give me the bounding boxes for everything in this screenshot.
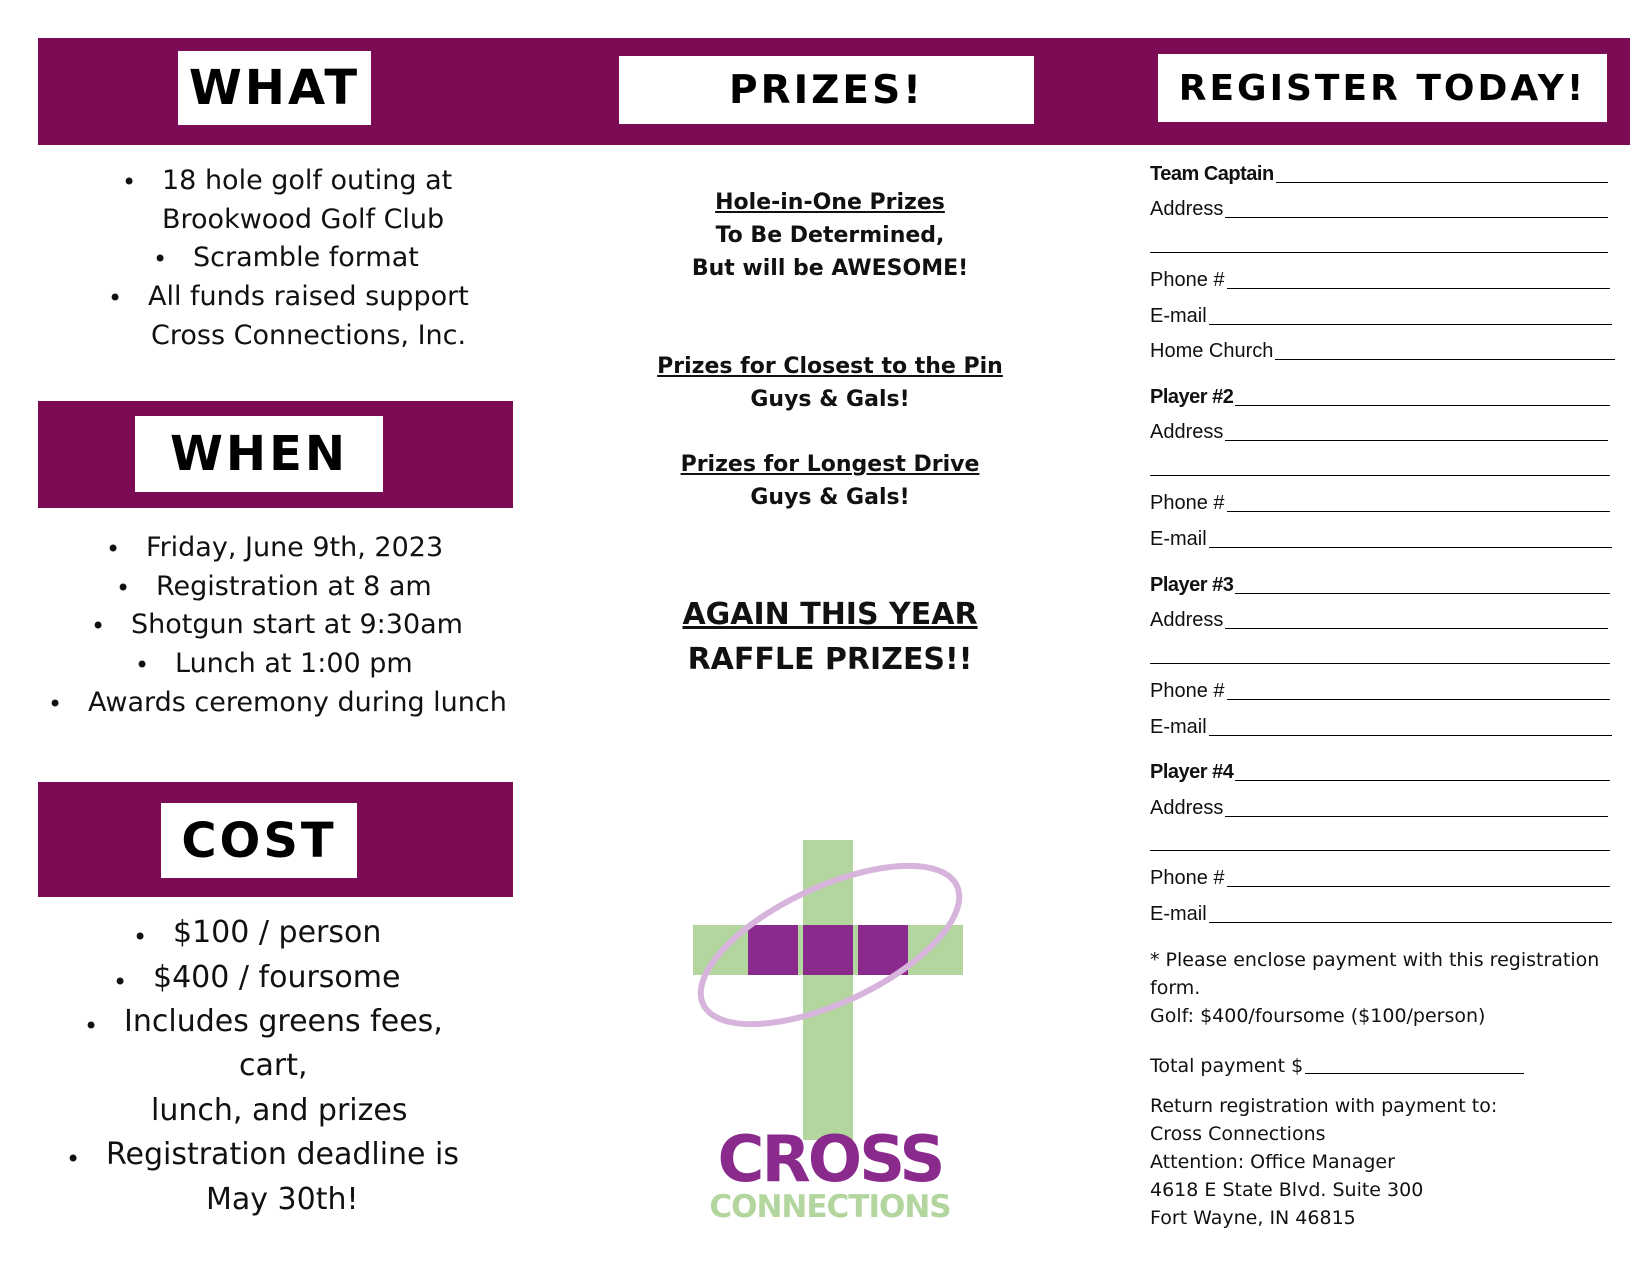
return-address-line: Cross Connections: [1150, 1123, 1326, 1145]
captain-phone-field[interactable]: [1150, 266, 1610, 292]
bullet: •: [133, 923, 148, 951]
logo-text-connections: CONNECTIONS: [709, 1189, 951, 1225]
cost-item: Registration deadline is: [106, 1137, 460, 1172]
team-captain-label: Team Captain: [1150, 163, 1274, 185]
bullet: •: [122, 168, 137, 196]
bullet: •: [108, 284, 123, 312]
bullet: •: [153, 245, 168, 273]
return-address-line: Fort Wayne, IN 46815: [1150, 1207, 1356, 1229]
player4-field[interactable]: [1150, 758, 1610, 784]
cost-item: cart,: [239, 1048, 308, 1083]
player2-address-line-2[interactable]: [1150, 475, 1610, 476]
what-item: Cross Connections, Inc.: [151, 320, 467, 351]
when-item: Lunch at 1:00 pm: [175, 648, 413, 679]
closest-pin-sub: Guys & Gals!: [750, 387, 910, 412]
phone-label: Phone #: [1150, 492, 1225, 514]
raffle-line: AGAIN THIS YEAR: [682, 597, 978, 632]
team-captain-field[interactable]: [1150, 160, 1608, 186]
phone-label: Phone #: [1150, 867, 1225, 889]
return-address-line: Attention: Office Manager: [1150, 1151, 1395, 1173]
player2-address-field[interactable]: [1150, 418, 1608, 444]
player3-field[interactable]: [1150, 571, 1610, 597]
payment-note: [1150, 946, 1620, 1030]
captain-address-field[interactable]: [1150, 195, 1608, 221]
when-item: Registration at 8 am: [156, 571, 432, 602]
player4-address-line-2[interactable]: [1150, 850, 1610, 851]
payment-note-line: * Please enclose payment with this registration: [1150, 949, 1600, 971]
closest-pin-section: [620, 350, 1040, 416]
return-address: [1150, 1092, 1497, 1232]
golf-price-line: Golf: $400/foursome ($100/person): [1150, 1005, 1486, 1027]
captain-email-field[interactable]: [1150, 302, 1612, 328]
what-item: Brookwood Golf Club: [162, 204, 445, 235]
cost-item: Includes greens fees,: [124, 1004, 443, 1039]
what-item: 18 hole golf outing at: [162, 165, 453, 196]
bullet: •: [91, 612, 106, 640]
player4-phone-field[interactable]: [1150, 864, 1610, 890]
hole-in-one-line: To Be Determined,: [715, 223, 945, 248]
player4-email-field[interactable]: [1150, 900, 1612, 926]
when-item: Friday, June 9th, 2023: [146, 532, 444, 563]
cost-item: $400 / foursome: [153, 960, 401, 995]
cost-heading: COST: [161, 803, 357, 878]
email-label: E-mail: [1150, 528, 1207, 550]
email-label: E-mail: [1150, 716, 1207, 738]
player2-email-field[interactable]: [1150, 525, 1612, 551]
bullet: •: [48, 690, 63, 718]
player3-phone-field[interactable]: [1150, 677, 1610, 703]
logo-text-cross: CROSS: [717, 1123, 943, 1197]
bullet: •: [66, 1145, 81, 1173]
email-label: E-mail: [1150, 903, 1207, 925]
return-address-line: 4618 E State Blvd. Suite 300: [1150, 1179, 1424, 1201]
player2-label: Player #2: [1150, 386, 1234, 408]
player4-address-field[interactable]: [1150, 794, 1608, 820]
total-payment-label: Total payment $: [1150, 1055, 1304, 1077]
address-label: Address: [1150, 198, 1224, 220]
address-label: Address: [1150, 421, 1224, 443]
bullet: •: [113, 968, 128, 996]
player3-label: Player #3: [1150, 574, 1234, 596]
cost-item: May 30th!: [206, 1182, 359, 1217]
closest-pin-title: Prizes for Closest to the Pin: [657, 354, 1003, 379]
cost-item: $100 / person: [173, 915, 382, 950]
address-label: Address: [1150, 797, 1224, 819]
longest-drive-section: [620, 448, 1040, 514]
raffle-line: RAFFLE PRIZES!!: [687, 642, 973, 677]
longest-drive-sub: Guys & Gals!: [750, 485, 910, 510]
player3-email-field[interactable]: [1150, 713, 1612, 739]
cross-connections-logo: [690, 835, 970, 1235]
when-item: Shotgun start at 9:30am: [131, 609, 463, 640]
player3-address-line-2[interactable]: [1150, 663, 1610, 664]
register-heading: REGISTER TODAY!: [1158, 54, 1607, 122]
bullet: •: [84, 1012, 99, 1040]
bullet: •: [135, 651, 150, 679]
email-label: E-mail: [1150, 305, 1207, 327]
address-label: Address: [1150, 609, 1224, 631]
phone-label: Phone #: [1150, 680, 1225, 702]
phone-label: Phone #: [1150, 269, 1225, 291]
player3-address-field[interactable]: [1150, 606, 1608, 632]
return-address-line: Return registration with payment to:: [1150, 1095, 1498, 1117]
bullet: •: [116, 574, 131, 602]
player2-field[interactable]: [1150, 383, 1610, 409]
hole-in-one-title: Hole-in-One Prizes: [715, 190, 945, 215]
longest-drive-title: Prizes for Longest Drive: [680, 452, 980, 477]
what-item: All funds raised support: [148, 281, 469, 312]
payment-note-line: form.: [1150, 977, 1201, 999]
when-heading: WHEN: [135, 416, 383, 492]
raffle-section: [620, 592, 1040, 682]
player2-phone-field[interactable]: [1150, 489, 1610, 515]
home-church-field[interactable]: [1150, 337, 1615, 363]
hole-in-one-section: [620, 186, 1040, 285]
hole-in-one-line: But will be AWESOME!: [691, 256, 969, 281]
what-item: Scramble format: [193, 242, 419, 273]
player4-label: Player #4: [1150, 761, 1234, 783]
captain-address-line-2[interactable]: [1150, 252, 1608, 253]
home-church-label: Home Church: [1150, 340, 1274, 362]
cost-item: lunch, and prizes: [151, 1093, 408, 1128]
bullet: •: [106, 535, 121, 563]
when-item: Awards ceremony during lunch: [88, 687, 507, 718]
total-payment-field[interactable]: [1150, 1051, 1524, 1077]
what-heading: WHAT: [178, 51, 371, 125]
prizes-heading: PRIZES!: [619, 56, 1034, 124]
